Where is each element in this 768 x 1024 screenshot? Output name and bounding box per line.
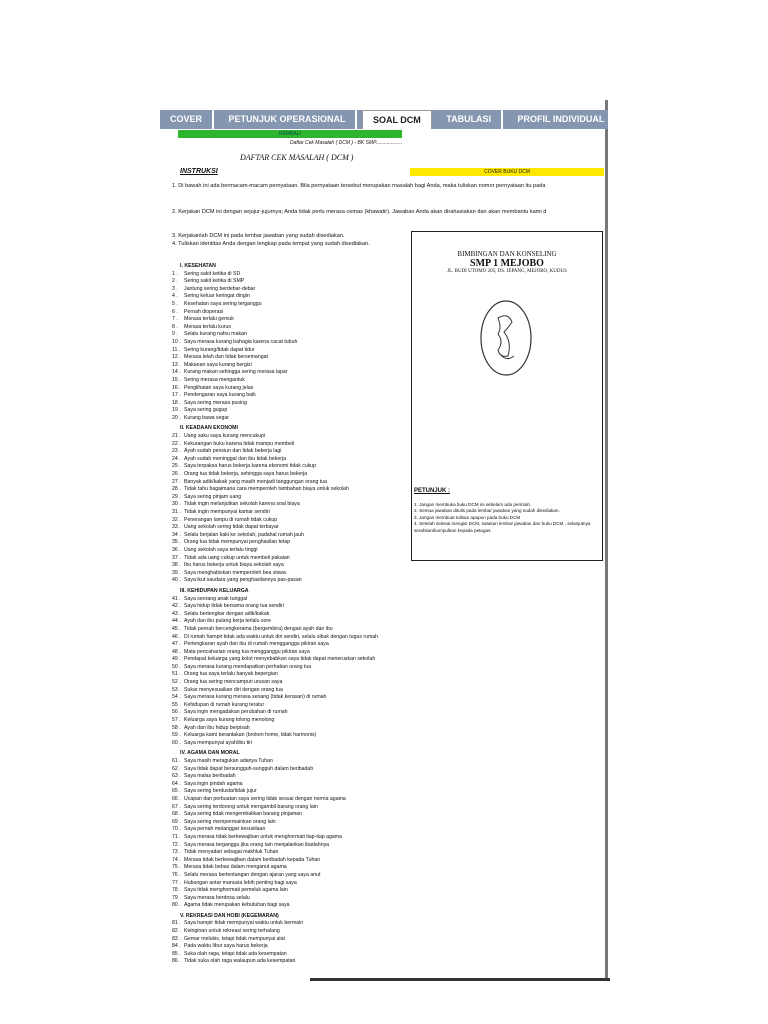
tab-profil-kelas[interactable]: PROFIL KE... [621, 110, 698, 129]
question-text: Saya merasa tidak berkewajiban untuk menghormati tiap-tiap agama [184, 833, 343, 840]
question-number: 22 . [172, 440, 181, 447]
question-number: 13 . [172, 361, 181, 368]
question-number: 84 . [172, 943, 181, 950]
question-item [172, 766, 412, 774]
question-number: 70 . [172, 826, 181, 833]
question-number: 64 . [172, 780, 181, 787]
question-number: 42 . [172, 603, 181, 610]
question-number: 20 . [172, 414, 181, 421]
question-number: 30 . [172, 501, 181, 508]
question-text: Saya terpaksa harus bekerja karena ekonomi tidak cukup [184, 463, 317, 470]
question-text: Saya hampir tidak mempunyai waktu untuk bermain [184, 920, 304, 927]
question-item [172, 725, 412, 733]
question-item [172, 316, 412, 324]
question-item [172, 517, 412, 525]
question-item [172, 796, 412, 804]
question-list [172, 260, 412, 966]
tab-profil-individual[interactable]: PROFIL INDIVIDUAL [508, 110, 617, 129]
question-number: 29 . [172, 493, 181, 500]
tab-soal-dcm[interactable]: SOAL DCM [362, 110, 432, 129]
question-item [172, 471, 412, 479]
question-number: 21 . [172, 433, 181, 440]
question-text: Selalu kurang nafsu makan [184, 331, 247, 338]
question-text: Saya merasa terganggu jika orang lain menjalankan ibadahnya [184, 841, 330, 848]
petunjuk-list [414, 502, 600, 534]
instruksi-heading: INSTRUKSI [180, 168, 218, 175]
question-number: 32 . [172, 516, 181, 523]
question-item [172, 532, 412, 540]
tab-cover[interactable]: COVER [160, 110, 214, 129]
question-text: Saya tidak dapat bersungguh-sungguh dalam beribadah [184, 765, 314, 772]
question-item [172, 857, 412, 865]
question-number: 67 . [172, 803, 181, 810]
tab-petunjuk-operasional[interactable]: PETUNJUK OPERASIONAL [218, 110, 357, 129]
question-item [172, 347, 412, 355]
question-text: Saya pernah melanggar kesusilaan [184, 826, 266, 833]
question-text: Keinginan untuk rekreasi sering terhalang [184, 928, 280, 935]
question-text: Keluarga saya kurang tolong menolong [184, 717, 275, 724]
question-item [172, 679, 412, 687]
question-item [172, 709, 412, 717]
question-item [172, 539, 412, 547]
question-item [172, 842, 412, 850]
question-item [172, 928, 412, 936]
question-number: 37 . [172, 554, 181, 561]
question-text: Gemar melukis, tetapi tidak mempunyai alat [184, 935, 285, 942]
question-number: 50 . [172, 663, 181, 670]
question-number: 53 . [172, 686, 181, 693]
question-number: 28 . [172, 486, 181, 493]
question-text: Saya seorang anak tunggal [184, 595, 248, 602]
question-item [172, 804, 412, 812]
petunjuk-item: 1. Jangan membuka buku DCM ini sebelum ada perintah. [414, 502, 532, 507]
question-item [172, 958, 412, 966]
question-text: Tidak tahu bagaimana cara memperoleh tambahan biaya untuk sekolah [184, 486, 349, 493]
question-item [172, 494, 412, 502]
question-text: Orang tua saya terlalu banyak bepergian [184, 671, 278, 678]
question-text: Ayah sudah pensiun dan tidak bekerja lagi [184, 448, 282, 455]
question-number: 68 . [172, 811, 181, 818]
question-number: 79 . [172, 894, 181, 901]
question-item [172, 872, 412, 880]
question-text: Saya merasa kurang bahagia karena cacat tubuh [184, 338, 298, 345]
question-item [172, 618, 412, 626]
question-number: 36 . [172, 546, 181, 553]
question-text: Banyak adik/kakak yang masih menjadi tanggungan orang tua [184, 478, 328, 485]
question-text: Sering merasa mengantuk [184, 376, 245, 383]
question-text: Saya malas beribadah [184, 773, 236, 780]
question-number: 27 . [172, 478, 181, 485]
question-text: Merasa lelah dan tidak bersemangat [184, 354, 268, 361]
question-number: 18 . [172, 399, 181, 406]
question-text: Ibu harus bekerja untuk biaya sekolah saya [184, 562, 284, 569]
question-item [172, 773, 412, 781]
question-item [172, 501, 412, 509]
instruction-3: 3. Kerjakanlah DCM ini pada lembar jawaban yang sudah disediakan. [172, 233, 345, 239]
bottom-rule [310, 978, 610, 981]
question-text: Sering sakit ketika di SMP [184, 278, 245, 285]
question-number: 59 . [172, 732, 181, 739]
question-number: 46 . [172, 633, 181, 640]
question-text: Merasa terlalu gemuk [184, 316, 234, 323]
question-text: Saya menghabiskan memperoleh bea siswa [184, 569, 286, 576]
question-item [172, 849, 412, 857]
question-text: Tidak suka olah raga walaupun ada kesempatan [184, 958, 296, 965]
question-text: Saya sering terdorong untuk mengambil barang orang lain [184, 803, 318, 810]
petunjuk-heading: PETUNJUK : [414, 488, 451, 494]
question-item [172, 732, 412, 740]
question-text: Saya masih meragukan adanya Tuhan [184, 758, 273, 764]
question-number: 82 . [172, 928, 181, 935]
question-item [172, 740, 412, 748]
question-item [172, 902, 412, 910]
question-item [172, 717, 412, 725]
question-item [172, 524, 412, 532]
question-text: Tidak pernah bercengkerama (bergembira) dengan ayah dan ibu [184, 625, 333, 632]
school-logo-icon [478, 298, 534, 378]
section-heading: V. REKREASI DAN HOBI (KEGEMARAN) [180, 912, 279, 919]
question-item [172, 555, 412, 563]
question-number: 10 . [172, 338, 181, 345]
question-text: Saya ingin mengadakan perubahan di rumah [184, 709, 288, 716]
question-text: Orang tua sering mencampuri urusan saya [184, 679, 283, 686]
question-text: Selalu bertengkar dengan adik/kakak [184, 610, 270, 617]
question-number: 83 . [172, 935, 181, 942]
petunjuk-item: 3. Jangan membuat tulisan apapun pada buku DCM [414, 514, 521, 520]
question-text: Kurang bawa segar [184, 414, 229, 421]
question-item [172, 826, 412, 834]
section-heading: IV. AGAMA DAN MORAL [180, 750, 240, 757]
question-item [172, 634, 412, 642]
question-item [172, 951, 412, 959]
question-text: Tidak menyadari sebagai makhluk Tuhan [184, 849, 279, 856]
question-number: 11 . [172, 346, 181, 353]
question-text: Merasa tidak berkewajiban dalam beribadah kepada Tuhan [184, 856, 321, 863]
question-text: Pendapat keluarga yang kolot menyebabkan saya tidak dapat meneruskan sekolah [184, 656, 376, 663]
question-number: 80 . [172, 902, 181, 909]
question-text: Pada waktu libur saya harus bekerja [184, 943, 268, 950]
section-heading: II. KEADAAN EKONOMI [180, 425, 238, 432]
question-text: Saya merasa berdosa selalu [184, 894, 250, 901]
question-number: 71 . [172, 833, 181, 840]
question-number: 26 . [172, 471, 181, 478]
question-item [172, 448, 412, 456]
question-item [172, 649, 412, 657]
question-number: 39 . [172, 569, 181, 576]
kembali-button[interactable]: KEMBALI [178, 130, 402, 138]
question-text: Tidak ada uang cukup untuk membeli pakaian [184, 554, 290, 561]
question-number: 75 . [172, 864, 181, 871]
instruction-2: 2. Kerjakan DCM ini dengan sejujur-jujurnya; Anda tidak perlu merasa cemas (khawatir). Jawaban Anda akan dirahasiakan dan akan membantu kami d [172, 209, 547, 215]
question-text: Ayah dan ibu pulang kerja terlalu sore [184, 618, 271, 625]
question-item [172, 377, 412, 385]
question-item [172, 547, 412, 555]
question-number: 40 . [172, 577, 181, 584]
question-item [172, 694, 412, 702]
question-item [172, 664, 412, 672]
question-number: 56 . [172, 709, 181, 716]
question-number: 9 . [172, 331, 178, 338]
question-text: Saya sering tidak mengembalikan barang pinjaman [184, 811, 302, 818]
question-item [172, 278, 412, 286]
question-number: 23 . [172, 448, 181, 455]
subtitle: Daftar Cek Masalah ( DCM ) - BK SMP................... [290, 140, 403, 146]
question-number: 17 . [172, 392, 181, 399]
question-text: Merasa terlalu kurus [184, 323, 231, 330]
question-text: Saya sering berdusta/tidak jujur [184, 788, 257, 795]
question-text: Saya hidup tidak bersama orang tua sendiri [184, 603, 285, 610]
question-text: Sering sakit ketika di SD [184, 270, 241, 277]
question-text: Tidak ingin melanjutkan sekolah karena soal biaya [184, 501, 300, 508]
question-number: 78 . [172, 887, 181, 894]
question-item [172, 887, 412, 895]
question-item [172, 433, 412, 441]
question-number: 49 . [172, 656, 181, 663]
question-text: Uang sekolah saya terlalu tinggi [184, 546, 258, 553]
box-school: SMP 1 MEJOBO [470, 258, 544, 269]
section-heading: I. KESEHATAN [180, 263, 216, 269]
question-text: Agama tidak merupakan kebutuhan bagi saya [184, 902, 290, 909]
cover-link-button[interactable]: COVER BUKU DCM [410, 168, 604, 176]
question-item [172, 702, 412, 710]
question-text: Kesehatan saya sering terganggu [184, 300, 262, 307]
question-number: 63 . [172, 773, 181, 780]
question-item [172, 385, 412, 393]
question-number: 25 . [172, 463, 181, 470]
question-number: 62 . [172, 765, 181, 772]
question-item [172, 562, 412, 570]
question-item [172, 324, 412, 332]
question-item [172, 603, 412, 611]
question-text: Makanan saya kurang bergizi [184, 361, 252, 368]
question-number: 6 . [172, 308, 178, 315]
question-item [172, 441, 412, 449]
question-item [172, 834, 412, 842]
question-item [172, 687, 412, 695]
question-text: Merasa tidak bebas dalam menganut agama [184, 864, 287, 871]
question-text: Penerangan lampu di rumah tidak cukup [184, 516, 278, 523]
question-number: 72 . [172, 841, 181, 848]
question-number: 15 . [172, 376, 181, 383]
question-number: 57 . [172, 717, 181, 724]
question-number: 31 . [172, 509, 181, 515]
question-number: 51 . [172, 671, 181, 678]
question-text: Uang sekolah sering tidak dapat terbayar [184, 524, 279, 531]
question-number: 7 . [172, 316, 178, 323]
question-number: 73 . [172, 849, 181, 856]
question-item [172, 407, 412, 415]
question-item [172, 611, 412, 619]
question-item [172, 936, 412, 944]
question-text: Saya sering merasa pusing [184, 399, 247, 406]
question-number: 85 . [172, 950, 181, 957]
question-number: 76 . [172, 871, 181, 878]
question-text: Saya merasa kurang merasa senang (tidak kerasan) di rumah [184, 694, 327, 701]
question-item [172, 415, 412, 423]
question-item [172, 509, 412, 517]
question-text: Orang tua tidak bekerja, sehingga saya harus bekerja [184, 471, 308, 478]
question-item [172, 788, 412, 796]
question-number: 66 . [172, 795, 181, 802]
question-item [172, 758, 412, 766]
question-item [172, 479, 412, 487]
question-item [172, 864, 412, 872]
question-number: 77 . [172, 879, 181, 886]
question-text: Saya sering gugup [184, 407, 228, 414]
question-number: 81 . [172, 920, 181, 927]
question-text: Orang tua tidak mempunyai penghasilan tetap [184, 539, 291, 546]
question-text: Tidak ingin mempunyai kamar sendiri [184, 509, 270, 515]
box-line1: BIMBINGAN DAN KONSELING [457, 250, 557, 258]
question-text: Kekurangan buku karena tidak mampu membeli [184, 440, 295, 447]
question-number: 60 . [172, 739, 181, 746]
question-number: 12 . [172, 354, 181, 361]
question-text: Ayah dan ibu hidup berpisah [184, 724, 250, 731]
question-item [172, 596, 412, 604]
question-text: Hubungan antar manusia lebih penting bagi saya [184, 879, 297, 886]
question-number: 16 . [172, 384, 181, 391]
question-item [172, 309, 412, 317]
petunjuk-item: 4. Setelah selesai mengisi DCM, satukan lembar jawaban dan buku DCM , selanjutnya serahkan/kumpulkan kepada petugas. [414, 521, 591, 533]
question-item [172, 641, 412, 649]
question-item [172, 293, 412, 301]
question-item [172, 369, 412, 377]
question-item [172, 456, 412, 464]
question-item [172, 880, 412, 888]
question-number: 48 . [172, 648, 181, 655]
question-text: Pertengkaran ayah dan ibu di rumah mengganggu pikiran saya [184, 641, 329, 648]
question-number: 61 . [172, 758, 181, 764]
question-text: Sukar menyesuaikan diri dengan orang tua [184, 686, 283, 693]
question-item [172, 577, 412, 585]
question-number: 2 . [172, 278, 178, 285]
question-number: 14 . [172, 369, 181, 376]
section-heading: III. KEHIDUPAN KELUARGA [180, 587, 249, 594]
question-number: 41 . [172, 595, 181, 602]
question-item [172, 463, 412, 471]
question-text: Uang saku saya kurang mencukupi [184, 433, 266, 440]
question-number: 43 . [172, 610, 181, 617]
question-text: Saya sering pinjam uang [184, 493, 242, 500]
question-item [172, 920, 412, 928]
question-number: 86 . [172, 958, 181, 965]
question-number: 3 . [172, 285, 178, 292]
page-title: DAFTAR CEK MASALAH ( DCM ) [240, 153, 354, 162]
question-number: 5 . [172, 300, 178, 307]
question-number: 44 . [172, 618, 181, 625]
window-divider [605, 100, 608, 980]
question-text: Saya sering mempermainkan orang lain [184, 818, 276, 825]
tab-tabulasi[interactable]: TABULASI [436, 110, 503, 129]
question-number: 54 . [172, 694, 181, 701]
instruction-1: 1. Di bawah ini ada bermacam-macam pernyataan. Bila pernyataan tersebut merupakan masalah bagi Anda, maka tuliskan nomor pernyataan itu pada [172, 183, 546, 189]
question-text: Saya merasa kurang mendapatkan perhatian orang tua [184, 663, 312, 670]
instruction-4: 4. Tuliskan identitas Anda dengan lengkap pada tempat yang sudah disediakan. [172, 241, 370, 247]
question-number: 47 . [172, 641, 181, 648]
question-text: Sering kurang/tidak dapat tidur [184, 346, 255, 353]
question-text: Ayah sudah meninggal dan ibu tidak bekerja [184, 455, 286, 462]
question-item [172, 626, 412, 634]
question-item [172, 362, 412, 370]
question-item [172, 286, 412, 294]
question-item [172, 671, 412, 679]
question-text: Saya mempunyai ayah/ibu tiri [184, 739, 253, 746]
question-item [172, 271, 412, 279]
question-text: Mata pencaharian orang tua mengganggu pikiran saya [184, 648, 310, 655]
question-number: 58 . [172, 724, 181, 731]
question-text: Selalu berjalan kaki ke sekolah, padahal rumah jauh [184, 531, 304, 538]
question-number: 1 . [172, 270, 178, 277]
question-text: Saya ikut saudara yang penghasilannya pas-pasan [184, 577, 302, 584]
question-number: 45 . [172, 625, 181, 632]
question-number: 8 . [172, 323, 178, 330]
petunjuk-item: 2. Semua jawaban ditulis pada lembar jawaban yang sudah disediakan. [414, 508, 560, 514]
question-number: 38 . [172, 562, 181, 569]
question-item [172, 895, 412, 903]
question-item [172, 486, 412, 494]
question-text: Ucapan dan perbuatan saya sering tidak sesuai dengan norma agama [184, 795, 346, 802]
question-text: Selalu merasa bertentangan dengan ajaran yang saya anut [184, 871, 321, 878]
question-text: Di rumah hampir tidak ada waktu untuk diri sendiri, selalu sibuk dengan tugas rumah [184, 633, 379, 640]
question-number: 33 . [172, 524, 181, 531]
question-number: 24 . [172, 455, 181, 462]
question-item [172, 392, 412, 400]
question-text: Saya tidak menghormati pemeluk agama lain [184, 887, 288, 894]
box-address: JL. BUDI UTOMO 205, DS. JEPANG, MEJOBO, KUDUS [447, 269, 567, 274]
question-text: Pendengaran saya kurang baik [184, 392, 256, 399]
question-number: 35 . [172, 539, 181, 546]
question-number: 52 . [172, 679, 181, 686]
question-item [172, 781, 412, 789]
question-item [172, 339, 412, 347]
cover-box [411, 231, 603, 561]
question-item [172, 819, 412, 827]
question-item [172, 354, 412, 362]
question-item [172, 331, 412, 339]
question-item [172, 943, 412, 951]
sheet-tabbar [160, 110, 687, 129]
question-text: Keluarga kami berantakan (broken home, tidak harmonis) [184, 732, 317, 739]
question-number: 65 . [172, 788, 181, 795]
question-number: 19 . [172, 407, 181, 414]
question-text: Kurang makan sehingga sering merasa lapar [184, 369, 288, 376]
question-text: Jantung sering berdebar-debar [184, 285, 256, 292]
question-text: Suka olah raga, tetapi tidak ada kesempatan [184, 950, 287, 957]
question-number: 55 . [172, 701, 181, 708]
question-text: Pernah dioperasi [184, 308, 224, 315]
question-number: 4 . [172, 293, 178, 300]
question-number: 74 . [172, 856, 181, 863]
question-item [172, 570, 412, 578]
question-number: 69 . [172, 818, 181, 825]
question-text: Penglihatan saya kurang jelas [184, 384, 254, 391]
question-text: Saya ingin pindah agama [184, 780, 243, 787]
question-item [172, 301, 412, 309]
question-item [172, 811, 412, 819]
question-text: Sering keluar keringat dingin [184, 293, 250, 300]
question-item [172, 400, 412, 408]
question-text: Kehidupan di rumah kurang teratur [184, 701, 265, 708]
question-number: 34 . [172, 531, 181, 538]
question-item [172, 656, 412, 664]
